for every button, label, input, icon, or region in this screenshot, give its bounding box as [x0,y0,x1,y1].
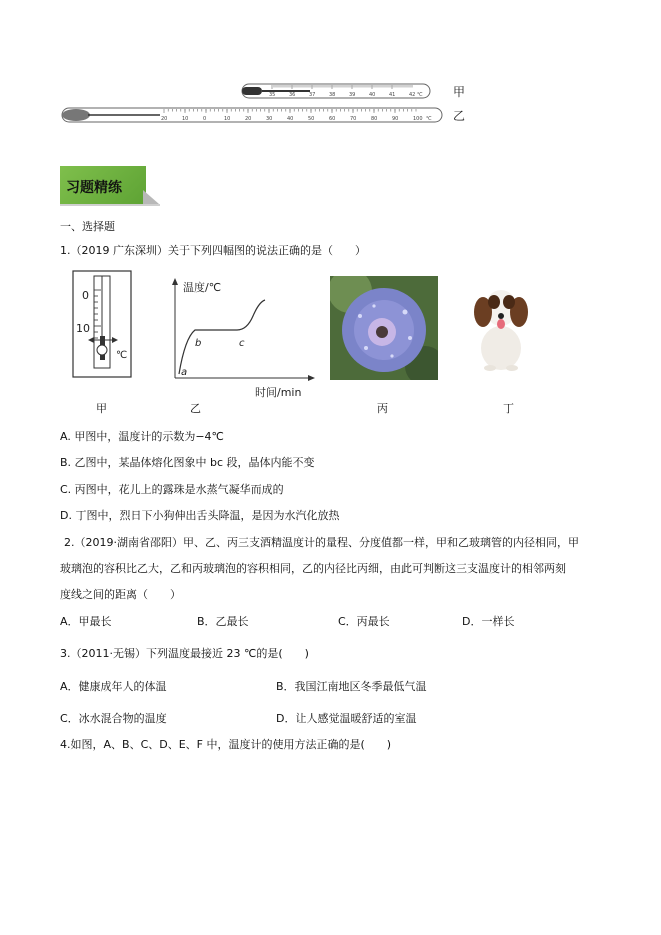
scale-label: 42 [409,92,416,98]
q1-figure-yi [165,278,315,400]
thermo-yi-label: 乙 [453,109,466,123]
scale-label: 36 [289,92,296,98]
scale-label: 90 [392,116,399,122]
q2-line-3: 度线之间的距离（ ） [60,588,181,601]
q1-yi-point-a: a [181,367,188,378]
q1-caption-ding: 丁 [503,402,514,415]
scale-label: 40 [369,92,376,98]
scale-label: 39 [349,92,356,98]
q1-option-b: B. 乙图中，某晶体熔化图象中 bc 段，晶体内能不变 [60,456,315,469]
scale-label: 80 [371,116,378,122]
thermo-jia-label: 甲 [453,85,466,99]
q1-figure-bing [330,276,438,380]
scale-label: 37 [309,92,316,98]
q1-yi-xlabel: 时间/min [255,386,302,399]
scale-label: 38 [329,92,336,98]
q1-figure-ding [466,280,536,372]
scale-label: 100 [413,116,423,122]
q2-line-2: 玻璃泡的容积比乙大，乙和丙玻璃泡的容积相同，乙的内径比丙细，由此可判断这三支温度计的相邻两刻 [60,562,566,575]
scale-label: 70 [350,116,357,122]
q2-option-a: A．甲最长 [60,615,112,628]
scale-label: 41 [389,92,396,98]
section-title: 一、选择题 [60,220,115,233]
thermo-jia-unit: ℃ [417,92,423,98]
q1-option-c: C. 丙图中，花儿上的露珠是水蒸气凝华而成的 [60,483,284,496]
q2-option-c: C．丙最长 [338,615,390,628]
q3-option-b: B．我国江南地区冬季最低气温 [276,680,427,693]
q1-yi-ylabel: 温度/℃ [183,281,222,294]
thermometer-jia [242,84,430,98]
q1-figure-jia [72,270,142,380]
scale-label: 35 [269,92,276,98]
q1-jia-tick-top: 0 [82,289,89,302]
thermometer-figure [60,78,480,130]
section-banner [60,166,146,204]
thermo-yi-unit: ℃ [426,116,432,122]
q3-option-c: C．冰水混合物的温度 [60,712,167,725]
q1-caption-bing: 丙 [377,402,388,415]
q2-line-1: 2.（2019·湖南省邵阳）甲、乙、丙三支酒精温度计的量程、分度值都一样，甲和乙玻璃管的内径相同，甲 [64,536,579,549]
q3-stem: 3.（2011·无锡）下列温度最接近 23 ℃的是( ) [60,647,309,660]
banner-underline [60,204,160,206]
q1-option-a: A. 甲图中，温度计的示数为−4℃ [60,430,224,443]
scale-label: 20 [245,116,252,122]
q1-jia-tick-bottom: 10 [76,322,90,335]
scale-label: 20 [161,116,168,122]
scale-label: 40 [287,116,294,122]
banner-shadow [143,190,159,204]
q2-option-d: D．一样长 [462,615,515,628]
q4-stem: 4.如图，A、B、C、D、E、F 中，温度计的使用方法正确的是( ) [60,738,392,751]
scale-label: 10 [182,116,189,122]
scale-label: 30 [266,116,273,122]
scale-label: 50 [308,116,315,122]
scale-label: 60 [329,116,336,122]
q1-yi-point-b: b [195,338,202,349]
q2-option-b: B．乙最长 [197,615,249,628]
q1-jia-unit: ℃ [116,350,128,361]
thermometer-yi [62,108,442,122]
q1-caption-jia: 甲 [96,402,107,415]
scale-label: 0 [203,116,207,122]
banner-title: 习题精练 [66,180,122,196]
q1-stem: 1.（2019 广东深圳）关于下列四幅图的说法正确的是（ ） [60,244,366,257]
q1-option-d: D. 丁图中，烈日下小狗伸出舌头降温，是因为水汽化放热 [60,509,340,522]
scale-label: 10 [224,116,231,122]
q1-yi-point-c: c [239,338,245,349]
q3-option-d: D．让人感觉温暖舒适的室温 [276,712,417,725]
q3-option-a: A．健康成年人的体温 [60,680,167,693]
q1-caption-yi: 乙 [190,402,201,415]
